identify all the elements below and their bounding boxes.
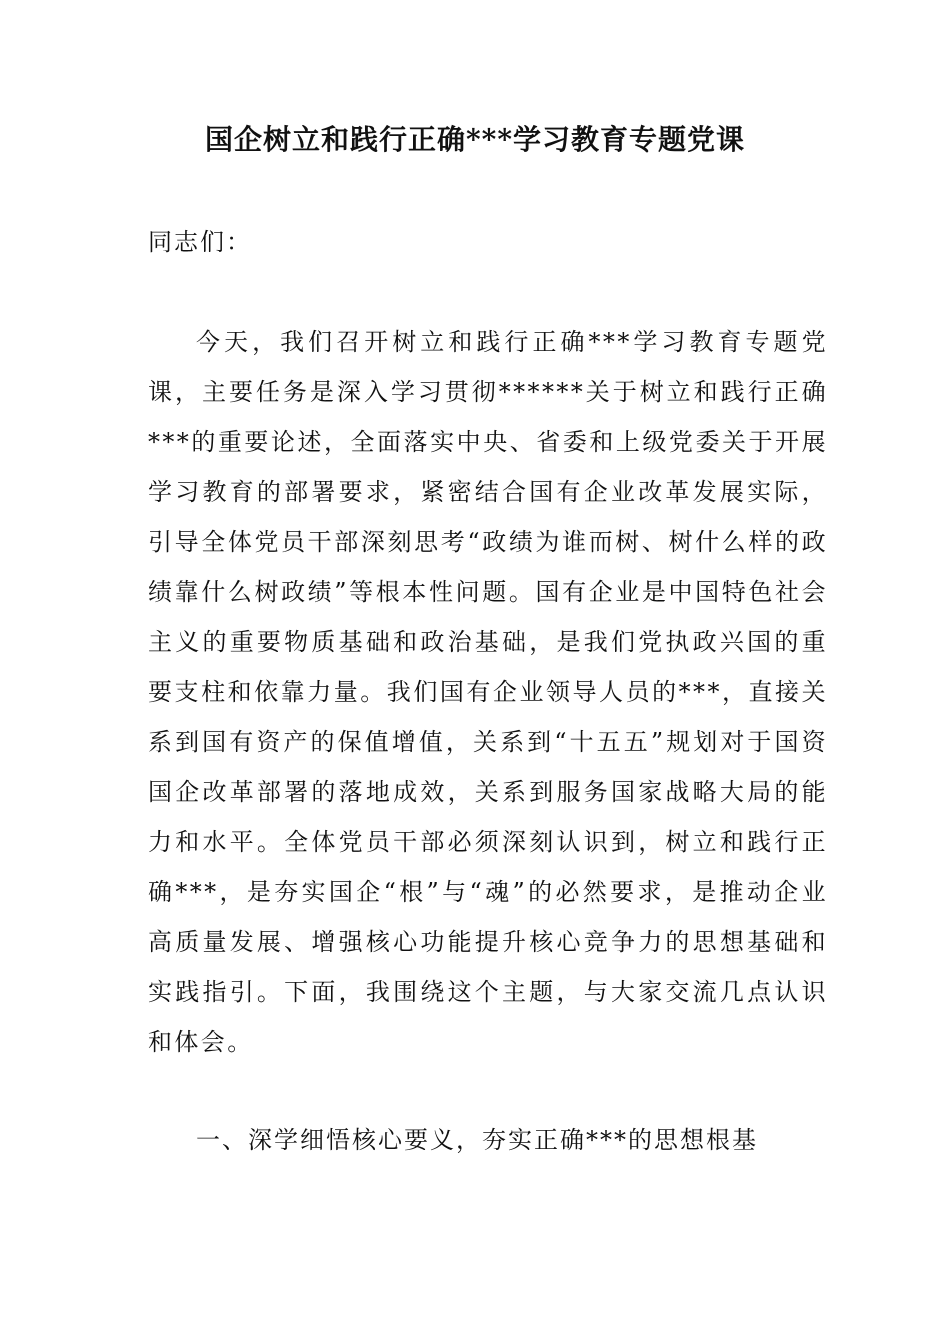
salutation: 同志们：	[148, 228, 252, 256]
section-heading: 一、深学细悟核心要义，夯实正确***的思想根基	[196, 1126, 758, 1154]
document-title: 国企树立和践行正确***学习教育专题党课	[205, 123, 745, 156]
body-paragraph: 今天，我们召开树立和践行正确***学习教育专题党课，主要任务是深入学习贯彻******关于树立和践行正确***的重要论述，全面落实中央、省委和上级党委关于开展学习教育的部署要求，紧密结合国有企业改革发展实际，引导全体党员干部深刻思考“政绩为谁而树、树什么样的政绩靠什么树政绩”等根本性问题。国有企业是中国特色社会主义的重要物质基础和政治基础，是我们党执政兴国的重要支柱和依靠力量。我们国有企业领导人员的***，直接关系到国有资产的保值增值，关系到“十五五”规划对于国资国企改革部署的落地成效，关系到服务国家战略大局的能力和水平。全体党员干部必须深刻认识到，树立和践行正确***，是夯实国企“根”与“魂”的必然要求，是推动企业高质量发展、增强核心功能提升核心竞争力的思想基础和实践指引。下面，我围绕这个主题，与大家交流几点认识和体会。	[148, 328, 828, 1056]
